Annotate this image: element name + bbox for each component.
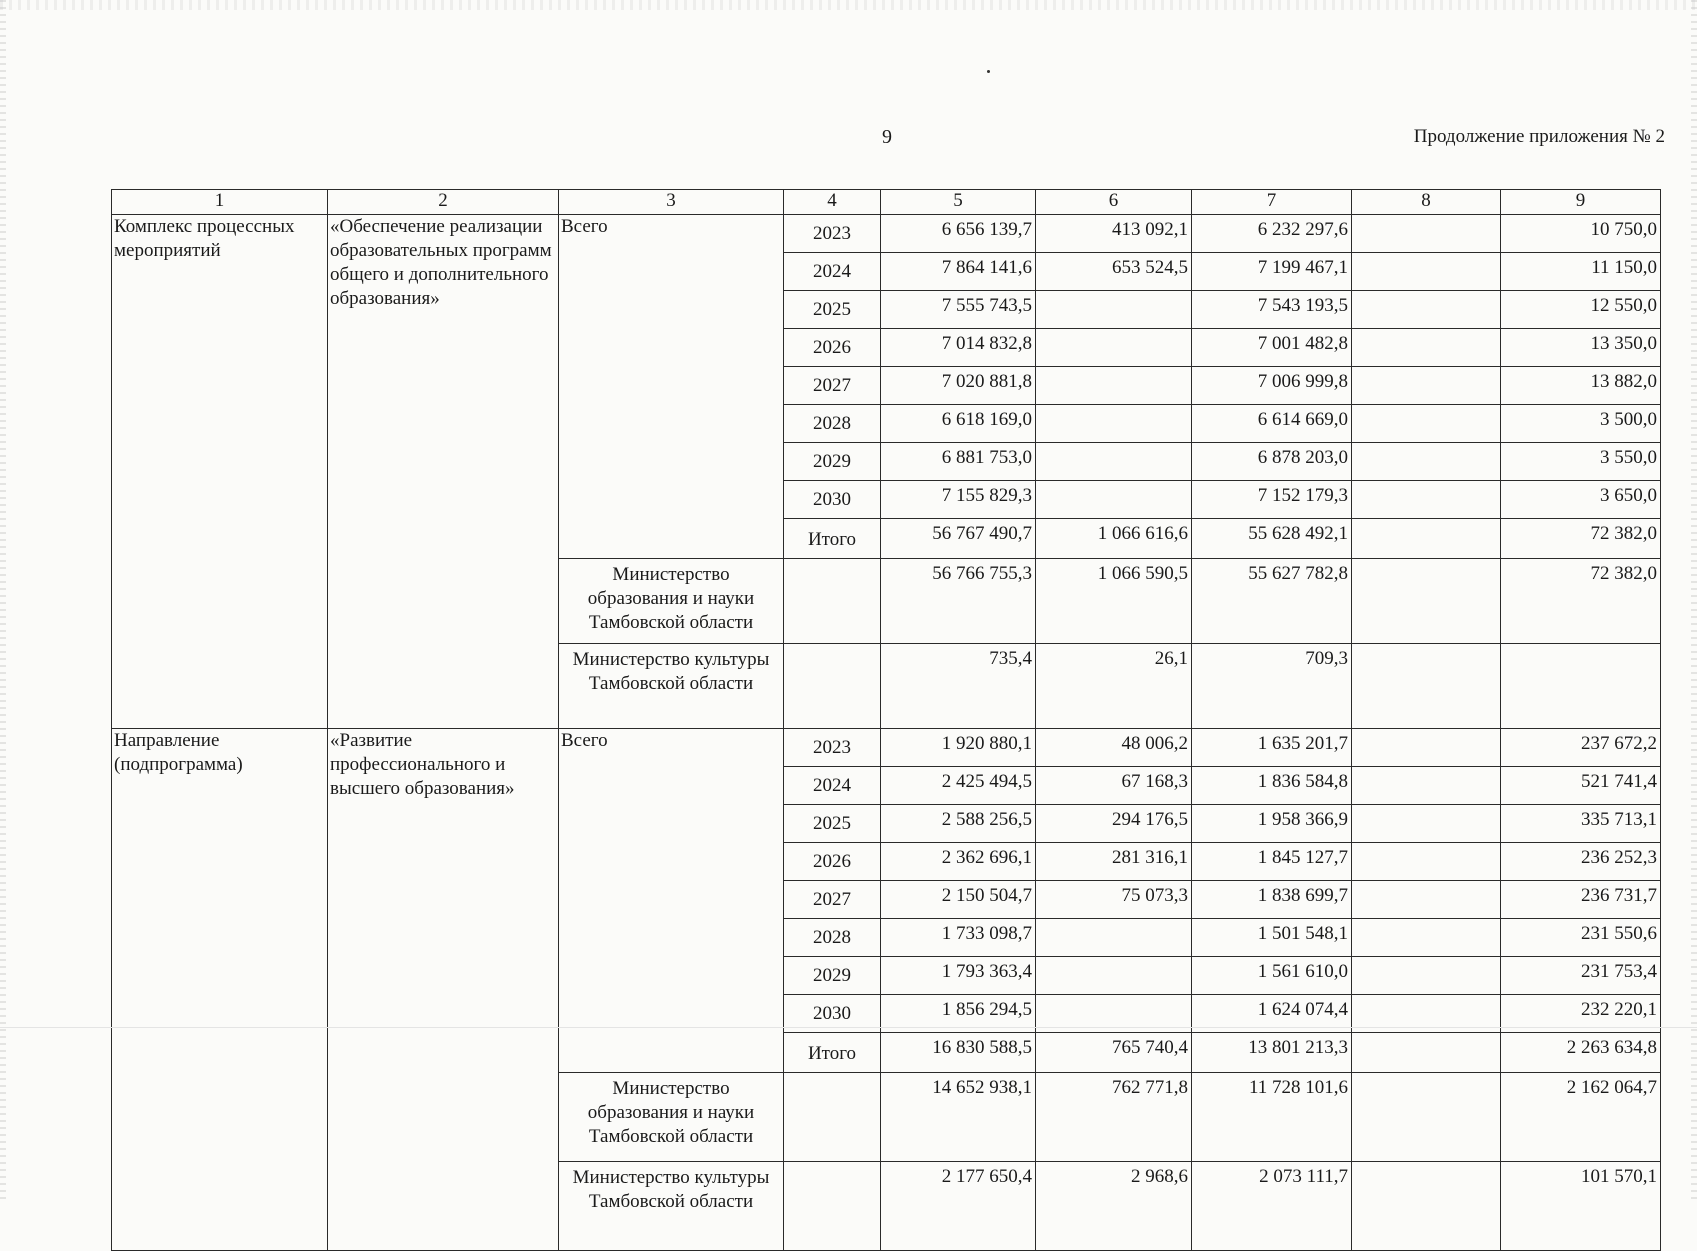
value-cell-c8 (1352, 843, 1501, 881)
agency-year-cell (784, 1073, 881, 1162)
value-cell-c6 (1036, 481, 1192, 519)
year-cell: 2025 (784, 805, 881, 843)
column-number: 6 (1036, 190, 1192, 215)
year-cell: 2027 (784, 367, 881, 405)
value-cell-c6: 1 066 590,5 (1036, 559, 1192, 644)
agency-name: Министерство образования и науки Тамбовской области (559, 1073, 784, 1162)
value-cell-c8 (1352, 367, 1501, 405)
value-cell-c8 (1352, 291, 1501, 329)
year-cell: 2028 (784, 405, 881, 443)
budget-table (111, 189, 1661, 1251)
year-cell: 2024 (784, 253, 881, 291)
value-cell-c6: 67 168,3 (1036, 767, 1192, 805)
value-cell-c8 (1352, 443, 1501, 481)
year-cell: 2029 (784, 957, 881, 995)
value-cell-c5: 16 830 588,5 (881, 1033, 1036, 1073)
funding-source: Всего (559, 729, 784, 1073)
value-cell-c5: 7 014 832,8 (881, 329, 1036, 367)
value-cell-c8 (1352, 1073, 1501, 1162)
value-cell-c5: 6 618 169,0 (881, 405, 1036, 443)
value-cell-c8 (1352, 405, 1501, 443)
scan-dot (987, 70, 990, 73)
value-cell-c6: 294 176,5 (1036, 805, 1192, 843)
value-cell-c9: 237 672,2 (1501, 729, 1661, 767)
page-number: 9 (882, 126, 892, 148)
value-cell-c9: 72 382,0 (1501, 519, 1661, 559)
column-number: 4 (784, 190, 881, 215)
value-cell-c6: 26,1 (1036, 644, 1192, 729)
column-number: 7 (1192, 190, 1352, 215)
value-cell-c7: 7 152 179,3 (1192, 481, 1352, 519)
value-cell-c6 (1036, 919, 1192, 957)
value-cell-c7: 1 958 366,9 (1192, 805, 1352, 843)
value-cell-c5: 7 555 743,5 (881, 291, 1036, 329)
value-cell-c6 (1036, 367, 1192, 405)
value-cell-c8 (1352, 919, 1501, 957)
value-cell-c5: 2 362 696,1 (881, 843, 1036, 881)
value-cell-c6 (1036, 405, 1192, 443)
value-cell-c8 (1352, 767, 1501, 805)
year-cell: 2030 (784, 995, 881, 1033)
value-cell-c6: 653 524,5 (1036, 253, 1192, 291)
value-cell-c7: 1 624 074,4 (1192, 995, 1352, 1033)
year-cell: 2025 (784, 291, 881, 329)
year-cell: 2030 (784, 481, 881, 519)
value-cell-c7: 709,3 (1192, 644, 1352, 729)
value-cell-c7: 1 501 548,1 (1192, 919, 1352, 957)
value-cell-c5: 1 793 363,4 (881, 957, 1036, 995)
value-cell-c5: 7 864 141,6 (881, 253, 1036, 291)
value-cell-c7: 55 627 782,8 (1192, 559, 1352, 644)
value-cell-c5: 14 652 938,1 (881, 1073, 1036, 1162)
value-cell-c6: 75 073,3 (1036, 881, 1192, 919)
agency-year-cell (784, 1162, 881, 1251)
table-row (112, 729, 1661, 767)
year-cell: 2027 (784, 881, 881, 919)
column-number: 3 (559, 190, 784, 215)
column-number: 8 (1352, 190, 1501, 215)
value-cell-c7: 1 561 610,0 (1192, 957, 1352, 995)
table-body (112, 190, 1661, 1251)
value-cell-c9: 521 741,4 (1501, 767, 1661, 805)
value-cell-c7: 1 838 699,7 (1192, 881, 1352, 919)
value-cell-c7: 11 728 101,6 (1192, 1073, 1352, 1162)
total-label: Итого (784, 519, 881, 559)
value-cell-c6: 2 968,6 (1036, 1162, 1192, 1251)
value-cell-c7: 1 845 127,7 (1192, 843, 1352, 881)
column-number-row (112, 190, 1661, 215)
value-cell-c5: 7 020 881,8 (881, 367, 1036, 405)
year-cell: 2026 (784, 329, 881, 367)
value-cell-c6: 281 316,1 (1036, 843, 1192, 881)
year-cell: 2026 (784, 843, 881, 881)
value-cell-c9: 11 150,0 (1501, 253, 1661, 291)
value-cell-c7: 2 073 111,7 (1192, 1162, 1352, 1251)
value-cell-c7: 7 199 467,1 (1192, 253, 1352, 291)
value-cell-c8 (1352, 1162, 1501, 1251)
year-cell: 2023 (784, 215, 881, 253)
value-cell-c9: 3 550,0 (1501, 443, 1661, 481)
value-cell-c8 (1352, 481, 1501, 519)
column-number: 9 (1501, 190, 1661, 215)
funding-source: Всего (559, 215, 784, 559)
appendix-caption: Продолжение приложения № 2 (1413, 126, 1665, 147)
value-cell-c6 (1036, 957, 1192, 995)
value-cell-c6 (1036, 329, 1192, 367)
scan-edge-left (0, 0, 6, 1200)
table-row (112, 215, 1661, 253)
column-number: 2 (328, 190, 559, 215)
year-cell: 2028 (784, 919, 881, 957)
value-cell-c7: 7 006 999,8 (1192, 367, 1352, 405)
value-cell-c9: 12 550,0 (1501, 291, 1661, 329)
value-cell-c5: 2 150 504,7 (881, 881, 1036, 919)
value-cell-c8 (1352, 805, 1501, 843)
value-cell-c7: 7 001 482,8 (1192, 329, 1352, 367)
value-cell-c9: 236 252,3 (1501, 843, 1661, 881)
value-cell-c7: 7 543 193,5 (1192, 291, 1352, 329)
value-cell-c8 (1352, 559, 1501, 644)
year-cell: 2029 (784, 443, 881, 481)
value-cell-c7: 1 635 201,7 (1192, 729, 1352, 767)
value-cell-c7: 1 836 584,8 (1192, 767, 1352, 805)
agency-name: Министерство культуры Тамбовской области (559, 1162, 784, 1251)
value-cell-c5: 2 177 650,4 (881, 1162, 1036, 1251)
value-cell-c6: 762 771,8 (1036, 1073, 1192, 1162)
agency-year-cell (784, 644, 881, 729)
value-cell-c8 (1352, 881, 1501, 919)
total-label: Итого (784, 1033, 881, 1073)
value-cell-c5: 1 920 880,1 (881, 729, 1036, 767)
value-cell-c8 (1352, 957, 1501, 995)
value-cell-c9: 101 570,1 (1501, 1162, 1661, 1251)
value-cell-c8 (1352, 253, 1501, 291)
value-cell-c7: 6 614 669,0 (1192, 405, 1352, 443)
value-cell-c9: 236 731,7 (1501, 881, 1661, 919)
section-title: «Обеспечение реализации образовательных программ общего и дополнительного образования» (328, 215, 559, 729)
value-cell-c6 (1036, 443, 1192, 481)
value-cell-c6: 1 066 616,6 (1036, 519, 1192, 559)
value-cell-c6: 48 006,2 (1036, 729, 1192, 767)
value-cell-c9: 335 713,1 (1501, 805, 1661, 843)
value-cell-c6: 413 092,1 (1036, 215, 1192, 253)
value-cell-c5: 2 588 256,5 (881, 805, 1036, 843)
value-cell-c7: 13 801 213,3 (1192, 1033, 1352, 1073)
value-cell-c7: 55 628 492,1 (1192, 519, 1352, 559)
value-cell-c5: 1 733 098,7 (881, 919, 1036, 957)
value-cell-c9: 2 162 064,7 (1501, 1073, 1661, 1162)
agency-name: Министерство образования и науки Тамбовской области (559, 559, 784, 644)
scan-line (0, 1027, 1697, 1028)
value-cell-c8 (1352, 215, 1501, 253)
scan-edge-top (0, 0, 1697, 10)
value-cell-c9: 231 550,6 (1501, 919, 1661, 957)
value-cell-c5: 56 767 490,7 (881, 519, 1036, 559)
value-cell-c9: 10 750,0 (1501, 215, 1661, 253)
value-cell-c9: 232 220,1 (1501, 995, 1661, 1033)
value-cell-c9: 13 882,0 (1501, 367, 1661, 405)
value-cell-c8 (1352, 519, 1501, 559)
value-cell-c5: 1 856 294,5 (881, 995, 1036, 1033)
value-cell-c5: 56 766 755,3 (881, 559, 1036, 644)
year-cell: 2023 (784, 729, 881, 767)
value-cell-c6: 765 740,4 (1036, 1033, 1192, 1073)
value-cell-c9: 231 753,4 (1501, 957, 1661, 995)
value-cell-c8 (1352, 644, 1501, 729)
value-cell-c9: 72 382,0 (1501, 559, 1661, 644)
section-title: «Развитие профессионального и высшего образования» (328, 729, 559, 1251)
value-cell-c8 (1352, 329, 1501, 367)
value-cell-c8 (1352, 729, 1501, 767)
value-cell-c9 (1501, 644, 1661, 729)
value-cell-c7: 6 878 203,0 (1192, 443, 1352, 481)
value-cell-c9: 3 650,0 (1501, 481, 1661, 519)
value-cell-c9: 3 500,0 (1501, 405, 1661, 443)
value-cell-c5: 6 656 139,7 (881, 215, 1036, 253)
year-cell: 2024 (784, 767, 881, 805)
value-cell-c5: 735,4 (881, 644, 1036, 729)
column-number: 1 (112, 190, 328, 215)
agency-year-cell (784, 559, 881, 644)
value-cell-c9: 13 350,0 (1501, 329, 1661, 367)
value-cell-c5: 6 881 753,0 (881, 443, 1036, 481)
value-cell-c9: 2 263 634,8 (1501, 1033, 1661, 1073)
scan-edge-right (1691, 0, 1697, 1200)
value-cell-c5: 2 425 494,5 (881, 767, 1036, 805)
section-type: Комплекс процессных мероприятий (112, 215, 328, 729)
agency-name: Министерство культуры Тамбовской области (559, 644, 784, 729)
section-type: Направление (подпрограмма) (112, 729, 328, 1251)
column-number: 5 (881, 190, 1036, 215)
value-cell-c7: 6 232 297,6 (1192, 215, 1352, 253)
value-cell-c8 (1352, 1033, 1501, 1073)
value-cell-c5: 7 155 829,3 (881, 481, 1036, 519)
value-cell-c6 (1036, 291, 1192, 329)
